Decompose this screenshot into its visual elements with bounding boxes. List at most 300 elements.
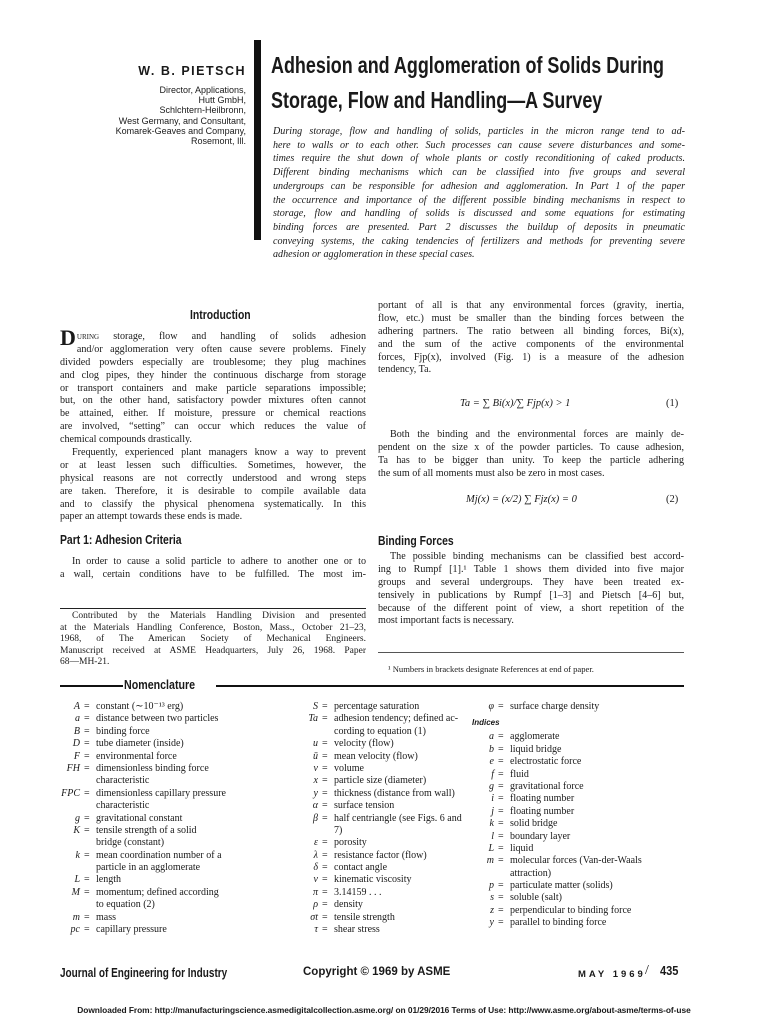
nomenclature-row (46, 862, 286, 874)
nomenclature-row (278, 738, 488, 750)
nomenclature-definition: tensile strength (334, 911, 395, 923)
nomenclature-equals: = (498, 756, 504, 768)
nomenclature-equals: = (322, 911, 328, 923)
binding-line: most important facts is necessary. (378, 615, 514, 627)
nomenclature-definition: parallel to binding force (510, 917, 607, 929)
nomenclature-row (278, 763, 488, 775)
nomenclature-symbol: Ta (308, 713, 318, 725)
nomenclature-definition: dimensionless binding force (96, 762, 209, 774)
journal-name: Journal of Engineering for Industry (60, 966, 228, 980)
nomenclature-row (472, 892, 684, 904)
nomenclature-row (472, 744, 684, 756)
nomenclature-definition: length (96, 874, 121, 886)
nomenclature-symbol: π (312, 886, 318, 898)
nomenclature-row (278, 813, 488, 825)
nomenclature-equals: = (84, 812, 90, 824)
nomenclature-equals: = (498, 793, 504, 805)
nomenclature-equals: = (322, 886, 328, 898)
nomenclature-symbol: S (313, 701, 318, 712)
nomenclature-row (472, 806, 684, 818)
nomenclature-equals: = (322, 812, 328, 824)
nomenclature-row (278, 701, 488, 713)
nomenclature-definition: constant (∼10⁻¹³ erg) (96, 701, 184, 712)
nomenclature-symbol: a (489, 731, 494, 743)
nomenclature-definition: electrostatic force (510, 756, 582, 768)
nomenclature-symbol: ε (314, 837, 318, 849)
intro-paragraph-2 (60, 447, 366, 524)
nomenclature-definition: density (334, 899, 363, 911)
nomenclature-equals: = (84, 713, 90, 725)
nomenclature-symbol: u (313, 738, 318, 750)
nomenclature-symbol: δ (313, 862, 318, 874)
nomenclature-symbol: j (491, 805, 494, 817)
nomenclature-row (46, 825, 286, 837)
intro-line: divided powders especially are troublesome; they plug machines (60, 356, 366, 368)
nomenclature-definition: surface tension (334, 800, 395, 812)
nomenclature-symbol: s (490, 892, 494, 904)
nomenclature-symbol: b (489, 743, 494, 755)
nomenclature-equals: = (84, 886, 90, 898)
contribution-line: Contributed by the Materials Handling Division and presented (72, 611, 366, 621)
nomenclature-definition: contact angle (334, 862, 388, 874)
equation-2-number: (2) (666, 494, 679, 505)
nomenclature-equals: = (498, 830, 504, 842)
nomenclature-symbol: e (489, 756, 494, 768)
nomenclature-symbol: pc (70, 924, 80, 936)
nomenclature-equals: = (322, 775, 328, 787)
nomenclature-symbol: K (73, 824, 80, 836)
contribution-line: at the Materials Handling Conference, Boston, Mass., October 21–23, (60, 622, 366, 633)
nomenclature-rule-left (60, 685, 123, 687)
nomenclature-equals: = (84, 924, 90, 936)
equation-2: Mj(x) = (x/2) ∑ Fjz(x) = 0 (466, 494, 577, 505)
intro-line: or transport containers and make particle separations impossible; (60, 382, 366, 394)
part1-heading: Part 1: Adhesion Criteria (60, 532, 182, 548)
equation-1: Ta = ∑ Bi(x)/∑ Fjp(x) > 1 (460, 398, 571, 409)
nomenclature-symbol: y (313, 787, 318, 799)
nomenclature-definition: distance between two particles (96, 713, 219, 725)
nomenclature-definition: 3.14159 . . . (334, 886, 382, 898)
nomenclature-definition: environmental force (96, 750, 177, 762)
right-line: tendency, Ta. (378, 364, 432, 376)
equation-1-number: (1) (666, 398, 679, 409)
nomenclature-symbol: D (72, 738, 80, 750)
nomenclature-symbol: φ (488, 701, 494, 712)
first-word: uring (76, 331, 100, 342)
nomenclature-symbol: ū (313, 750, 318, 762)
nomenclature-equals: = (84, 849, 90, 861)
affiliation-line: West Germany, and Consultant, (118, 115, 246, 126)
right-line: Both the binding and the environmental forces are mainly de- (390, 429, 684, 440)
nomenclature-definition: velocity (flow) (334, 738, 394, 750)
intro-line: or at least lessen such difficulties. Sometimes, however, the (60, 459, 366, 471)
nomenclature-symbol: A (73, 701, 80, 712)
nomenclature-symbol: i (491, 793, 494, 805)
nomenclature-symbol: l (491, 830, 494, 842)
abstract-line: adhesion or agglomeration in these special cases. (273, 249, 475, 261)
nomenclature-row (46, 788, 286, 800)
nomenclature-definition: particulate matter (solids) (510, 880, 613, 892)
nomenclature-column-1 (46, 701, 286, 936)
nomenclature-symbol: M (71, 886, 80, 898)
paper-title (271, 48, 665, 118)
affiliation-line: Komarek-Geaves and Company, (115, 125, 246, 136)
nomenclature-row (278, 825, 488, 837)
nomenclature-row (46, 912, 286, 924)
nomenclature-row (46, 738, 286, 750)
nomenclature-definition: porosity (334, 837, 367, 849)
binding-line: because of the different point of view, a short repetition of the (378, 602, 684, 614)
nomenclature-equals: = (322, 899, 328, 911)
nomenclature-row (278, 800, 488, 812)
nomenclature-row (278, 887, 488, 899)
author-name: W. B. PIETSCH (138, 64, 246, 78)
nomenclature-row (278, 912, 488, 924)
nomenclature-definition: particle in an agglomerate (96, 862, 201, 874)
nomenclature-row (472, 880, 684, 892)
nomenclature-symbol: ρ (313, 899, 318, 911)
nomenclature-definition: binding force (96, 725, 150, 737)
nomenclature-symbol: y (489, 917, 494, 929)
nomenclature-definition: momentum; defined according (96, 886, 219, 898)
contribution-line: 68—MH-21. (60, 657, 110, 667)
nomenclature-row (472, 917, 684, 929)
nomenclature-definition: resistance factor (flow) (334, 849, 427, 861)
binding-line: tensively in publications by Rumpf [1–3] and Pietsch [4–6] but, (378, 589, 684, 601)
nomenclature-equals: = (84, 762, 90, 774)
nomenclature-symbol: L (488, 842, 494, 854)
nomenclature-row (278, 874, 488, 886)
title-line: Adhesion and Agglomeration of Solids During (271, 52, 665, 78)
nomenclature-definition: surface charge density (510, 701, 600, 712)
nomenclature-equals: = (498, 904, 504, 916)
nomenclature-row (46, 887, 286, 899)
nomenclature-symbol: a (75, 713, 80, 725)
nomenclature-row (278, 850, 488, 862)
nomenclature-definition: bridge (constant) (96, 837, 165, 849)
nomenclature-row (278, 775, 488, 787)
nomenclature-row (278, 788, 488, 800)
right-line: flow, etc.) must be smaller than the binding forces between the (378, 312, 684, 324)
nomenclature-definition: adhesion tendency; defined ac- (334, 713, 459, 725)
nomenclature-symbol: α (312, 800, 318, 812)
affiliation-line: Hutt GmbH, (198, 95, 246, 106)
nomenclature-equals: = (498, 917, 504, 929)
right-paragraph-2 (378, 429, 684, 481)
nomenclature-row (472, 843, 684, 855)
nomenclature-definition: thickness (distance from wall) (334, 787, 455, 799)
nomenclature-symbol: x (313, 775, 318, 787)
intro-line: physical reasons are not correctly understood and wrong steps (60, 472, 366, 484)
right-line: adhering partners. The ratio between all binding forces, Bi(x), (378, 325, 684, 337)
contribution-line: Manuscript received at ASME Headquarters, July 26, 1968. Paper (60, 645, 366, 656)
nomenclature-row (278, 751, 488, 763)
affiliation-line: Director, Applications, (159, 85, 246, 95)
nomenclature-equals: = (322, 762, 328, 774)
nomenclature-equals: = (498, 780, 504, 792)
footnote-rule (378, 652, 684, 653)
introduction-heading: Introduction (190, 307, 251, 322)
nomenclature-row (472, 793, 684, 805)
part1-line: In order to cause a solid particle to adhere to another one or to (72, 556, 366, 568)
first-line-rest: storage, flow and handling of solids adhesion (99, 331, 366, 342)
nomenclature-equals: = (498, 880, 504, 892)
nomenclature-definition: liquid (510, 842, 534, 854)
nomenclature-symbol: m (486, 855, 494, 867)
affiliation-line: Schlchtern-Heilbronn, (159, 105, 246, 116)
nomenclature-equals: = (498, 855, 504, 867)
nomenclature-equals: = (498, 743, 504, 755)
nomenclature-row (46, 800, 286, 812)
right-paragraph-1 (378, 300, 684, 377)
download-notice[interactable]: Downloaded From: http://manufacturingscience.asmedigitalcollection.asme.org/ on 01/29/2016 Terms of Use: http://www.asme.org/about-asme/terms-of-use (77, 1005, 691, 1015)
abstract-line: binding forces are presented. Part 2 discusses the buildup of deposits in pneumatic (273, 221, 685, 233)
nomenclature-equals: = (322, 787, 328, 799)
nomenclature-symbol: σt (310, 911, 318, 923)
intro-line: are involved, “setting” can occur which reduces the value of (60, 421, 366, 433)
nomenclature-equals: = (322, 874, 328, 886)
nomenclature-symbol: m (72, 911, 80, 923)
nomenclature-equals: = (84, 874, 90, 886)
nomenclature-definition: dimensionless capillary pressure (96, 787, 226, 799)
intro-line: but, on the other hand, satisfactory powder mixtures often cannot (60, 395, 366, 407)
nomenclature-row (472, 769, 684, 781)
nomenclature-row (46, 813, 286, 825)
right-column (378, 300, 684, 377)
nomenclature-definition: perpendicular to binding force (510, 904, 632, 916)
nomenclature-equals: = (322, 800, 328, 812)
right-line: and the sum of the active components of the environmental (378, 338, 684, 350)
nomenclature-definition: gravitational constant (96, 812, 183, 824)
nomenclature-definition: liquid bridge (510, 743, 562, 755)
intro-line: be attained, either. If moisture, pressure or chemical reactions (60, 408, 366, 420)
nomenclature-symbol: F (73, 750, 80, 762)
title-line: Storage, Flow and Handling—A Survey (271, 87, 603, 113)
part1-line: a wall, certain conditions have to be fulfilled. The most im- (60, 569, 366, 581)
contribution-note (60, 611, 366, 669)
nomenclature-definition: kinematic viscosity (334, 874, 412, 886)
nomenclature-equals: = (498, 805, 504, 817)
nomenclature-equals: = (84, 725, 90, 737)
nomenclature-equals: = (498, 842, 504, 854)
nomenclature-definition: mass (96, 911, 116, 923)
nomenclature-equals: = (84, 701, 90, 712)
issue-date: MAY 1969 (578, 969, 646, 980)
intro-line: paper an attempt towards these ends is made. (60, 511, 243, 523)
nomenclature-definition: agglomerate (510, 731, 560, 743)
nomenclature-definition: floating number (510, 793, 575, 805)
page-separator: / (645, 963, 649, 978)
nomenclature-definition: capillary pressure (96, 924, 167, 936)
binding-forces-paragraph (378, 551, 684, 628)
intro-line: and/or agglomeration very often cause severe problems. Finely (76, 343, 366, 355)
nomenclature-symbol: τ (314, 924, 318, 936)
nomenclature-equals: = (84, 787, 90, 799)
nomenclature-row (472, 701, 684, 713)
nomenclature-row (46, 899, 286, 911)
nomenclature-definition: tube diameter (inside) (96, 738, 184, 750)
nomenclature-equals: = (84, 750, 90, 762)
nomenclature-row (46, 763, 286, 775)
nomenclature-column-3 (472, 701, 684, 930)
nomenclature-row (46, 837, 286, 849)
indices-list (472, 731, 684, 929)
part1-paragraph (60, 556, 366, 582)
nomenclature-definition: volume (334, 762, 364, 774)
intro-line: are taken. Therefore, it is desirable to compile available data (60, 485, 366, 497)
intro-line: and clog pipes, they hinder the continuous discharge from storage (60, 369, 366, 381)
contribution-rule (60, 608, 366, 609)
nomenclature-row (46, 850, 286, 862)
nomenclature-equals: = (322, 701, 328, 712)
dropcap: D (60, 325, 76, 350)
nomenclature-title: Nomenclature (124, 677, 196, 692)
intro-line: chemical compounds drastically. (60, 434, 192, 446)
nomenclature-row (46, 874, 286, 886)
nomenclature-row (472, 831, 684, 843)
title-rule (254, 40, 261, 240)
binding-line: ing to Rumpf [1].¹ Table 1 shows them divided into five major (378, 563, 684, 575)
nomenclature-row (46, 713, 286, 725)
abstract-line: storage, flow and handling of solids is discussed and some equations for estimating (273, 208, 685, 220)
nomenclature-definition: fluid (510, 768, 529, 780)
nomenclature-definition: soluble (salt) (510, 892, 562, 904)
nomenclature-equals: = (322, 849, 328, 861)
nomenclature-definition: solid bridge (510, 818, 558, 830)
abstract (273, 125, 685, 262)
nomenclature-row (278, 726, 488, 738)
nomenclature-row (278, 837, 488, 849)
nomenclature-symbol: v (313, 762, 318, 774)
nomenclature-equals: = (498, 818, 504, 830)
nomenclature-row (472, 868, 684, 880)
nomenclature-equals: = (322, 750, 328, 762)
nomenclature-equals: = (84, 738, 90, 750)
nomenclature-definition: shear stress (334, 924, 380, 936)
nomenclature-definition: percentage saturation (334, 701, 420, 712)
nomenclature-definition: gravitational force (510, 780, 584, 792)
nomenclature-equals: = (322, 924, 328, 936)
nomenclature-row (46, 726, 286, 738)
nomenclature-symbol: k (489, 818, 494, 830)
nomenclature-definition: molecular forces (Van-der-Waals (510, 855, 642, 867)
nomenclature-row (278, 924, 488, 936)
binding-forces-heading: Binding Forces (378, 533, 454, 548)
nomenclature-symbol: B (73, 725, 80, 737)
nomenclature-symbol: z (490, 904, 494, 916)
nomenclature-equals: = (84, 824, 90, 836)
intro-paragraph-1 (60, 325, 366, 447)
intro-line: Frequently, experienced plant managers know a way to prevent (72, 447, 366, 459)
intro-paragraph-1-lines (60, 344, 366, 447)
footnote-1: ¹ Numbers in brackets designate References at end of paper. (388, 664, 594, 674)
nomenclature-equals: = (498, 701, 504, 712)
nomenclature-symbol: ν (313, 874, 318, 886)
nomenclature-equals: = (498, 768, 504, 780)
author-affiliation (70, 85, 246, 146)
binding-line: groups and several undergroups. They have been treated ex- (378, 576, 684, 588)
abstract-line: undergroups can be responsible for adhesion and agglomeration. In Part 1 of the paper (273, 180, 685, 192)
nomenclature-symbol: β (313, 812, 318, 824)
abstract-line: here to walls or to each other. Such processes can cause severe disturbances and some- (273, 139, 685, 151)
nomenclature-row (278, 713, 488, 725)
nomenclature-definition: attraction) (510, 867, 552, 879)
nomenclature-symbol: k (75, 849, 80, 861)
nomenclature-column-2 (278, 701, 488, 936)
nomenclature-definition: 7) (334, 824, 343, 836)
nomenclature-definition: half centriangle (see Figs. 6 and (334, 812, 462, 824)
binding-line: The possible binding mechanisms can be classified best accord- (390, 551, 684, 562)
nomenclature-definition: mean velocity (flow) (334, 750, 418, 762)
affiliation-line: Rosemont, Ill. (190, 136, 246, 147)
nomenclature-definition: characteristic (96, 800, 150, 812)
right-line: the sum of all moments must also be zero in most cases. (378, 467, 605, 479)
nomenclature-symbol: λ (313, 849, 318, 861)
nomenclature-symbol: FPC (61, 787, 80, 799)
nomenclature-row (46, 775, 286, 787)
nomenclature-definition: floating number (510, 805, 575, 817)
nomenclature-row (46, 751, 286, 763)
nomenclature-symbol: f (491, 768, 494, 780)
nomenclature-rule-right (216, 685, 684, 687)
copyright: Copyright © 1969 by ASME (303, 966, 451, 978)
nomenclature-symbol: p (489, 880, 494, 892)
nomenclature-equals: = (322, 713, 328, 725)
right-line: pendent on the size x of the powder particles. To cause adhesion, (378, 441, 684, 453)
page-number: 435 (660, 963, 679, 978)
abstract-line: times require the shut down of whole plants or costly reconditioning of caked products. (273, 153, 685, 165)
nomenclature-row (472, 781, 684, 793)
right-line: forces, Fjp(x), involved (Fig. 1) is a measure of the adhesion (378, 351, 684, 363)
nomenclature-equals: = (498, 892, 504, 904)
nomenclature-equals: = (84, 911, 90, 923)
left-column (60, 307, 366, 582)
nomenclature-definition: tensile strength of a solid (96, 824, 197, 836)
nomenclature-symbol: g (489, 780, 494, 792)
nomenclature-row (278, 862, 488, 874)
nomenclature-definition: particle size (diameter) (334, 775, 427, 787)
nomenclature-row (278, 899, 488, 911)
nomenclature-definition: mean coordination number of a (96, 849, 222, 861)
nomenclature-row (472, 905, 684, 917)
contribution-line: 1968, of The American Society of Mechanical Engineers. (60, 634, 366, 644)
nomenclature-row (472, 818, 684, 830)
abstract-line: Different binding mechanisms which can be classified into five groups and several (273, 167, 685, 179)
nomenclature-equals: = (498, 731, 504, 743)
intro-line: and to classify the physical phenomena systematically. In this (60, 498, 366, 510)
nomenclature-equals: = (322, 738, 328, 750)
nomenclature-row (46, 924, 286, 936)
nomenclature-definition: characteristic (96, 775, 150, 787)
indices-title: Indices (472, 718, 500, 728)
nomenclature-equals: = (322, 837, 328, 849)
nomenclature-row (472, 731, 684, 743)
nomenclature-definition: boundary layer (510, 830, 571, 842)
nomenclature-symbol: L (74, 874, 80, 886)
nomenclature-row (46, 701, 286, 713)
nomenclature-symbol: FH (66, 762, 80, 774)
abstract-line: the occurrence and importance of the different possible binding mechanisms in respect to (273, 194, 685, 206)
nomenclature-definition: cording to equation (1) (334, 725, 426, 737)
abstract-line: conveying systems, the caking tendencies of fertilizers and methods for preventing severe (273, 235, 685, 247)
right-line: Ta has to be bigger than unity. To keep the particle adhering (378, 454, 684, 466)
nomenclature-row (472, 855, 684, 867)
nomenclature-equals: = (322, 862, 328, 874)
right-line: portant of all is that any environmental forces (gravity, inertia, (378, 300, 684, 311)
nomenclature-symbol: g (75, 812, 80, 824)
nomenclature-definition: to equation (2) (96, 899, 155, 911)
nomenclature-row (472, 756, 684, 768)
